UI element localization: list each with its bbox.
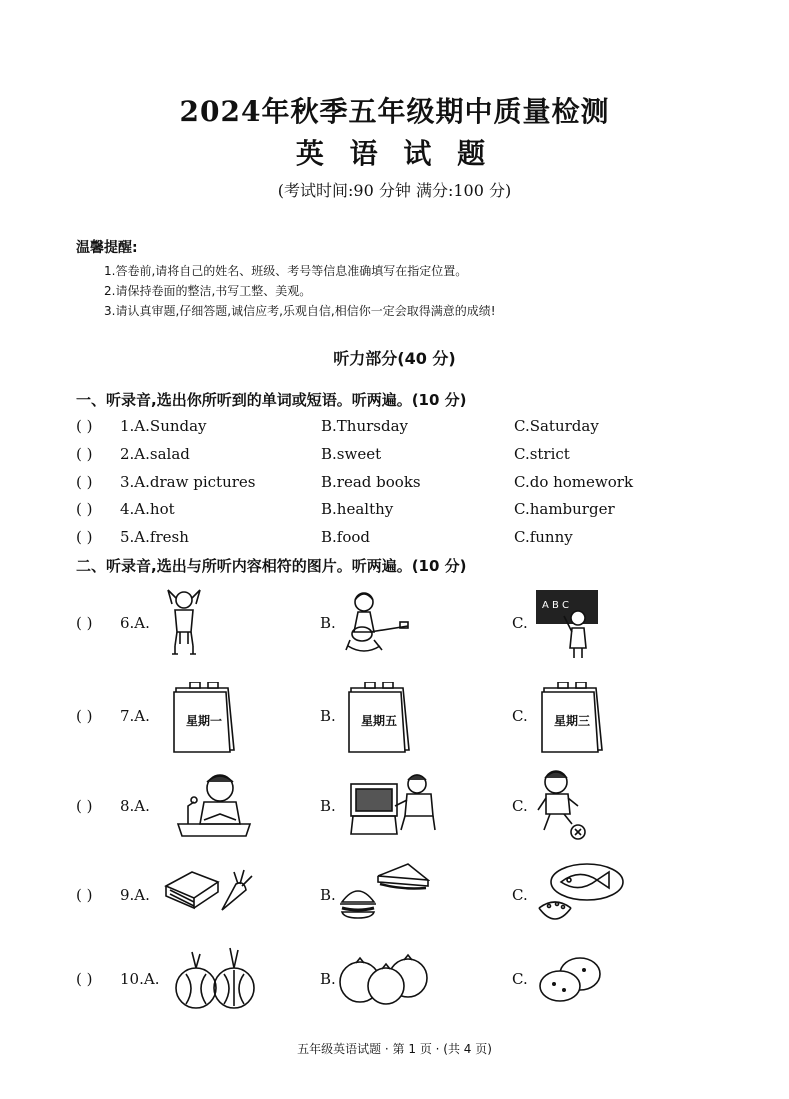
option-c: C.: [512, 797, 528, 815]
option-b: B.sweet: [321, 445, 382, 463]
option-c: C.strict: [514, 445, 570, 463]
answer-blank[interactable]: ( ): [76, 970, 93, 988]
calendar-wednesday-picture[interactable]: [538, 682, 604, 754]
exam-title: 2024年秋季五年级期中质量检测: [179, 95, 610, 128]
bread-and-carrot-picture[interactable]: [162, 866, 258, 916]
question-row: [76, 473, 676, 491]
reminder-item-1: 1.答卷前,请将自己的姓名、班级、考号等信息准确填写在指定位置。: [104, 264, 468, 278]
option-a: 10.A.: [120, 970, 160, 988]
answer-blank[interactable]: ( ): [76, 707, 93, 725]
hamburger-and-sandwich-picture[interactable]: [338, 862, 430, 920]
onions-picture[interactable]: [172, 944, 258, 1012]
section-title: 听力部分(40 分): [333, 349, 456, 368]
option-a: 8.A.: [120, 797, 150, 815]
question-row: [76, 445, 676, 463]
question-row: [76, 500, 676, 518]
question-row: [76, 886, 150, 904]
option-a: 5.A.fresh: [120, 528, 189, 546]
option-b: B.read books: [321, 473, 421, 491]
answer-blank[interactable]: ( ): [76, 473, 93, 491]
calendar-friday-picture[interactable]: [345, 682, 411, 754]
answer-blank[interactable]: ( ): [76, 445, 93, 463]
calendar-day-label: 星期五: [360, 714, 397, 728]
option-a: 9.A.: [120, 886, 150, 904]
girl-guitar-picture[interactable]: [340, 588, 410, 658]
option-a: 4.A.hot: [120, 500, 175, 518]
reminder-item-3: 3.请认真审题,仔细答题,诚信应考,乐观自信,相信你一定会取得满意的成绩!: [104, 304, 496, 318]
option-c: C.funny: [514, 528, 573, 546]
option-c: C.do homework: [514, 473, 634, 491]
question-row: [76, 528, 676, 546]
option-b: B.: [320, 707, 336, 725]
option-c: C.: [512, 707, 528, 725]
answer-blank[interactable]: ( ): [76, 797, 93, 815]
calendar-day-label: 星期三: [553, 714, 590, 728]
fish-and-rice-picture[interactable]: [535, 860, 625, 930]
option-a: 6.A.: [120, 614, 150, 632]
option-b: B.healthy: [321, 500, 394, 518]
answer-blank[interactable]: ( ): [76, 886, 93, 904]
question-row: [76, 417, 676, 435]
option-b: B.food: [321, 528, 371, 546]
option-a: 3.A.draw pictures: [120, 473, 256, 491]
boy-headache-picture[interactable]: [158, 586, 210, 662]
blackboard-letters: A B C: [542, 600, 570, 611]
potatoes-picture[interactable]: [538, 954, 604, 1004]
answer-blank[interactable]: ( ): [76, 528, 93, 546]
question-row: [76, 707, 150, 725]
option-b: B.: [320, 614, 336, 632]
answer-blank[interactable]: ( ): [76, 500, 93, 518]
option-b: B.: [320, 970, 336, 988]
question-row: [76, 970, 159, 988]
boy-playing-football-picture[interactable]: [534, 766, 590, 842]
option-c: C.: [512, 970, 528, 988]
teacher-blackboard-picture[interactable]: [534, 588, 600, 660]
answer-blank[interactable]: ( ): [76, 614, 93, 632]
option-c: C.: [512, 886, 528, 904]
page-footer: 五年级英语试题 · 第 1 页 · (共 4 页): [297, 1042, 492, 1056]
option-b: B.: [320, 886, 336, 904]
reminder-title: 温馨提醒:: [76, 240, 138, 256]
option-b: B.Thursday: [321, 417, 409, 435]
part2-heading: 二、听录音,选出与所听内容相符的图片。听两遍。(10 分): [76, 557, 467, 575]
boy-watching-tv-picture[interactable]: [347, 770, 439, 838]
option-b: B.: [320, 797, 336, 815]
option-c: C.Saturday: [514, 417, 599, 435]
reminder-item-2: 2.请保持卷面的整洁,书写工整、美观。: [104, 284, 312, 298]
option-a: 1.A.Sunday: [120, 417, 207, 435]
calendar-day-label: 星期一: [185, 714, 222, 728]
tomatoes-picture[interactable]: [338, 950, 430, 1006]
answer-blank[interactable]: ( ): [76, 417, 93, 435]
boy-reading-picture[interactable]: [174, 768, 252, 838]
option-a: 7.A.: [120, 707, 150, 725]
question-row: [76, 797, 150, 815]
option-c: C.hamburger: [514, 500, 615, 518]
question-row: [76, 614, 150, 632]
option-a: 2.A.salad: [120, 445, 190, 463]
exam-info: (考试时间:90 分钟 满分:100 分): [277, 181, 512, 200]
calendar-monday-picture[interactable]: [170, 682, 236, 754]
exam-subtitle: 英 语 试 题: [295, 137, 494, 170]
part1-heading: 一、听录音,选出你所听到的单词或短语。听两遍。(10 分): [76, 391, 467, 409]
option-c: C.: [512, 614, 528, 632]
